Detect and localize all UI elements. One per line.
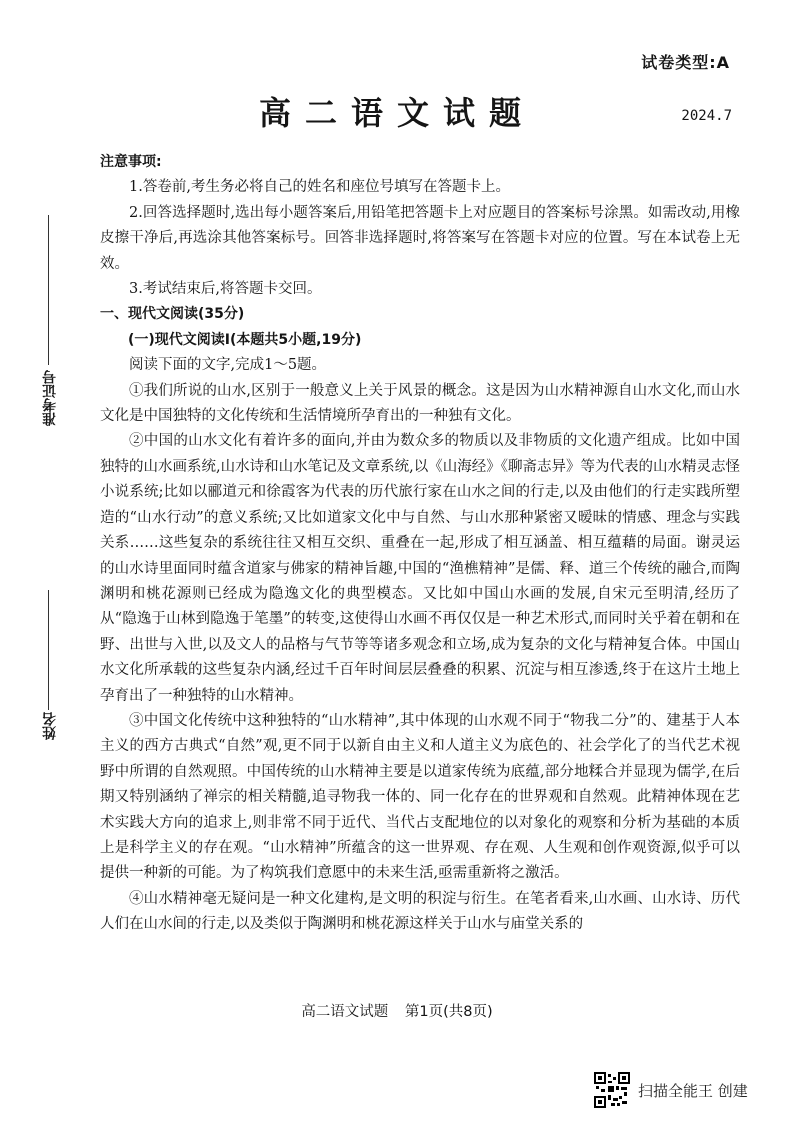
page-footer <box>0 1000 794 1021</box>
subsection-heading: (一)现代文阅读Ⅰ(本题共5小题,19分) <box>128 331 362 348</box>
page-title: 高二语文试题 <box>258 94 535 132</box>
notice-heading: 注意事项: <box>100 154 162 170</box>
section-heading: 一、现代文阅读(35分) <box>100 306 245 323</box>
passage-paragraph-2: ②中国的山水文化有着许多的面向,并由为数众多的物质以及非物质的文化遗产组成。比如中国独特的山水画系统,山水诗和山水笔记及文章系统,以《山海经》《聊斋志异》等为代表的山水精灵志怪小说系统;比如以郦道元和徐霞客为代表的历代旅行家在山水之间的行走,以及由他们的行走实践所塑造的“山水行动”的意义系统;又比如道家文化中与自然、与山水那种紧密又暧昧的情感、理念与实践关系……这些复杂的系统往往又相互交织、重叠在一起,形成了相互涵盖、相互蕴藉的局面。谢灵运的山水诗里面同时蕴含道家与佛家的精神旨趣,中国的“渔樵精神”是儒、释、道三个传统的融合,而陶渊明和桃花源则已经成为隐逸文化的典型模态。又比如中国山水画的发展,自宋元至明清,经历了从“隐逸于山林到隐逸于笔墨”的转变,这使得山水画不再仅仅是一种艺术形式,而同时关乎着在朝和在野、出世与入世,以及文人的品格与气节等等诸多观念和立场,成为复杂的文化与精神复合体。中国山水文化所承载的这些复杂内涵,经过千百年时间层层叠叠的积累、沉淀与相互渗透,终于在这片土地上孕育出了一种独特的山水精神。 <box>100 433 740 704</box>
side-line-top <box>48 215 49 365</box>
side-line-bottom <box>48 590 49 710</box>
notice-item-1: 1.答卷前,考生务必将自己的姓名和座位号填写在答题卡上。 <box>129 179 510 196</box>
footer-page-number: 第1页(共8页) <box>404 1004 493 1020</box>
scanner-text: 扫描全能王 创建 <box>638 1081 748 1100</box>
reading-instruction: 阅读下面的文字,完成1～5题。 <box>129 357 327 374</box>
passage-paragraph-1: ①我们所说的山水,区别于一般意义上关于风景的概念。这是因为山水精神源自山水文化,而山水文化是中国独特的文化传统和生活情境所孕育出的一种独有文化。 <box>100 382 740 425</box>
notice-item-3: 3.考试结束后,将答题卡交回。 <box>129 281 322 298</box>
exam-date: 2024.7 <box>681 108 732 124</box>
main-content <box>100 150 740 938</box>
paper-type-label: 试卷类型:A <box>641 53 730 72</box>
notice-item-2: 2.回答选择题时,选出每小题答案后,用铅笔把答题卡上对应题目的答案标号涂黑。如需改动,用橡皮擦干净后,再选涂其他答案标号。回答非选择题时,将答案写在答题卡对应的位置。写在本试卷上无效。 <box>100 204 740 272</box>
name-label: 姓名 <box>42 712 58 740</box>
passage-paragraph-3: ③中国文化传统中这种独特的“山水精神”,其中体现的山水观不同于“物我二分”的、建基于人本主义的西方古典式“自然”观,更不同于以新自由主义和人道主义为底色的、社会学化了的当代艺术视野中所谓的自然观照。中国传统的山水精神主要是以道家传统为底蕴,部分地糅合并显现为儒学,在后期又特别涵纳了禅宗的相关精髓,追寻物我一体的、同一化存在的世界观和自然观。此精神体现在艺术实践大方向的追求上,则非常不同于近代、当代占支配地位的以对象化的观察和分析为基础的本质上是科学主义的存在观。“山水精神”所蕴含的这一世界观、存在观、人生观和创作观资源,似乎可以提供一种新的可能。为了构筑我们意愿中的未来生活,亟需重新将之激活。 <box>100 712 740 882</box>
passage-paragraph-4: ④山水精神毫无疑问是一种文化建构,是文明的积淀与衍生。在笔者看来,山水画、山水诗、历代人们在山水间的行走,以及类似于陶渊明和桃花源这样关于山水与庙堂关系的 <box>100 890 740 933</box>
footer-subject: 高二语文试题 <box>301 1004 389 1020</box>
exam-id-label: 准考证号 <box>42 370 58 426</box>
qr-code-icon <box>594 1072 630 1108</box>
scanner-watermark <box>594 1072 748 1108</box>
